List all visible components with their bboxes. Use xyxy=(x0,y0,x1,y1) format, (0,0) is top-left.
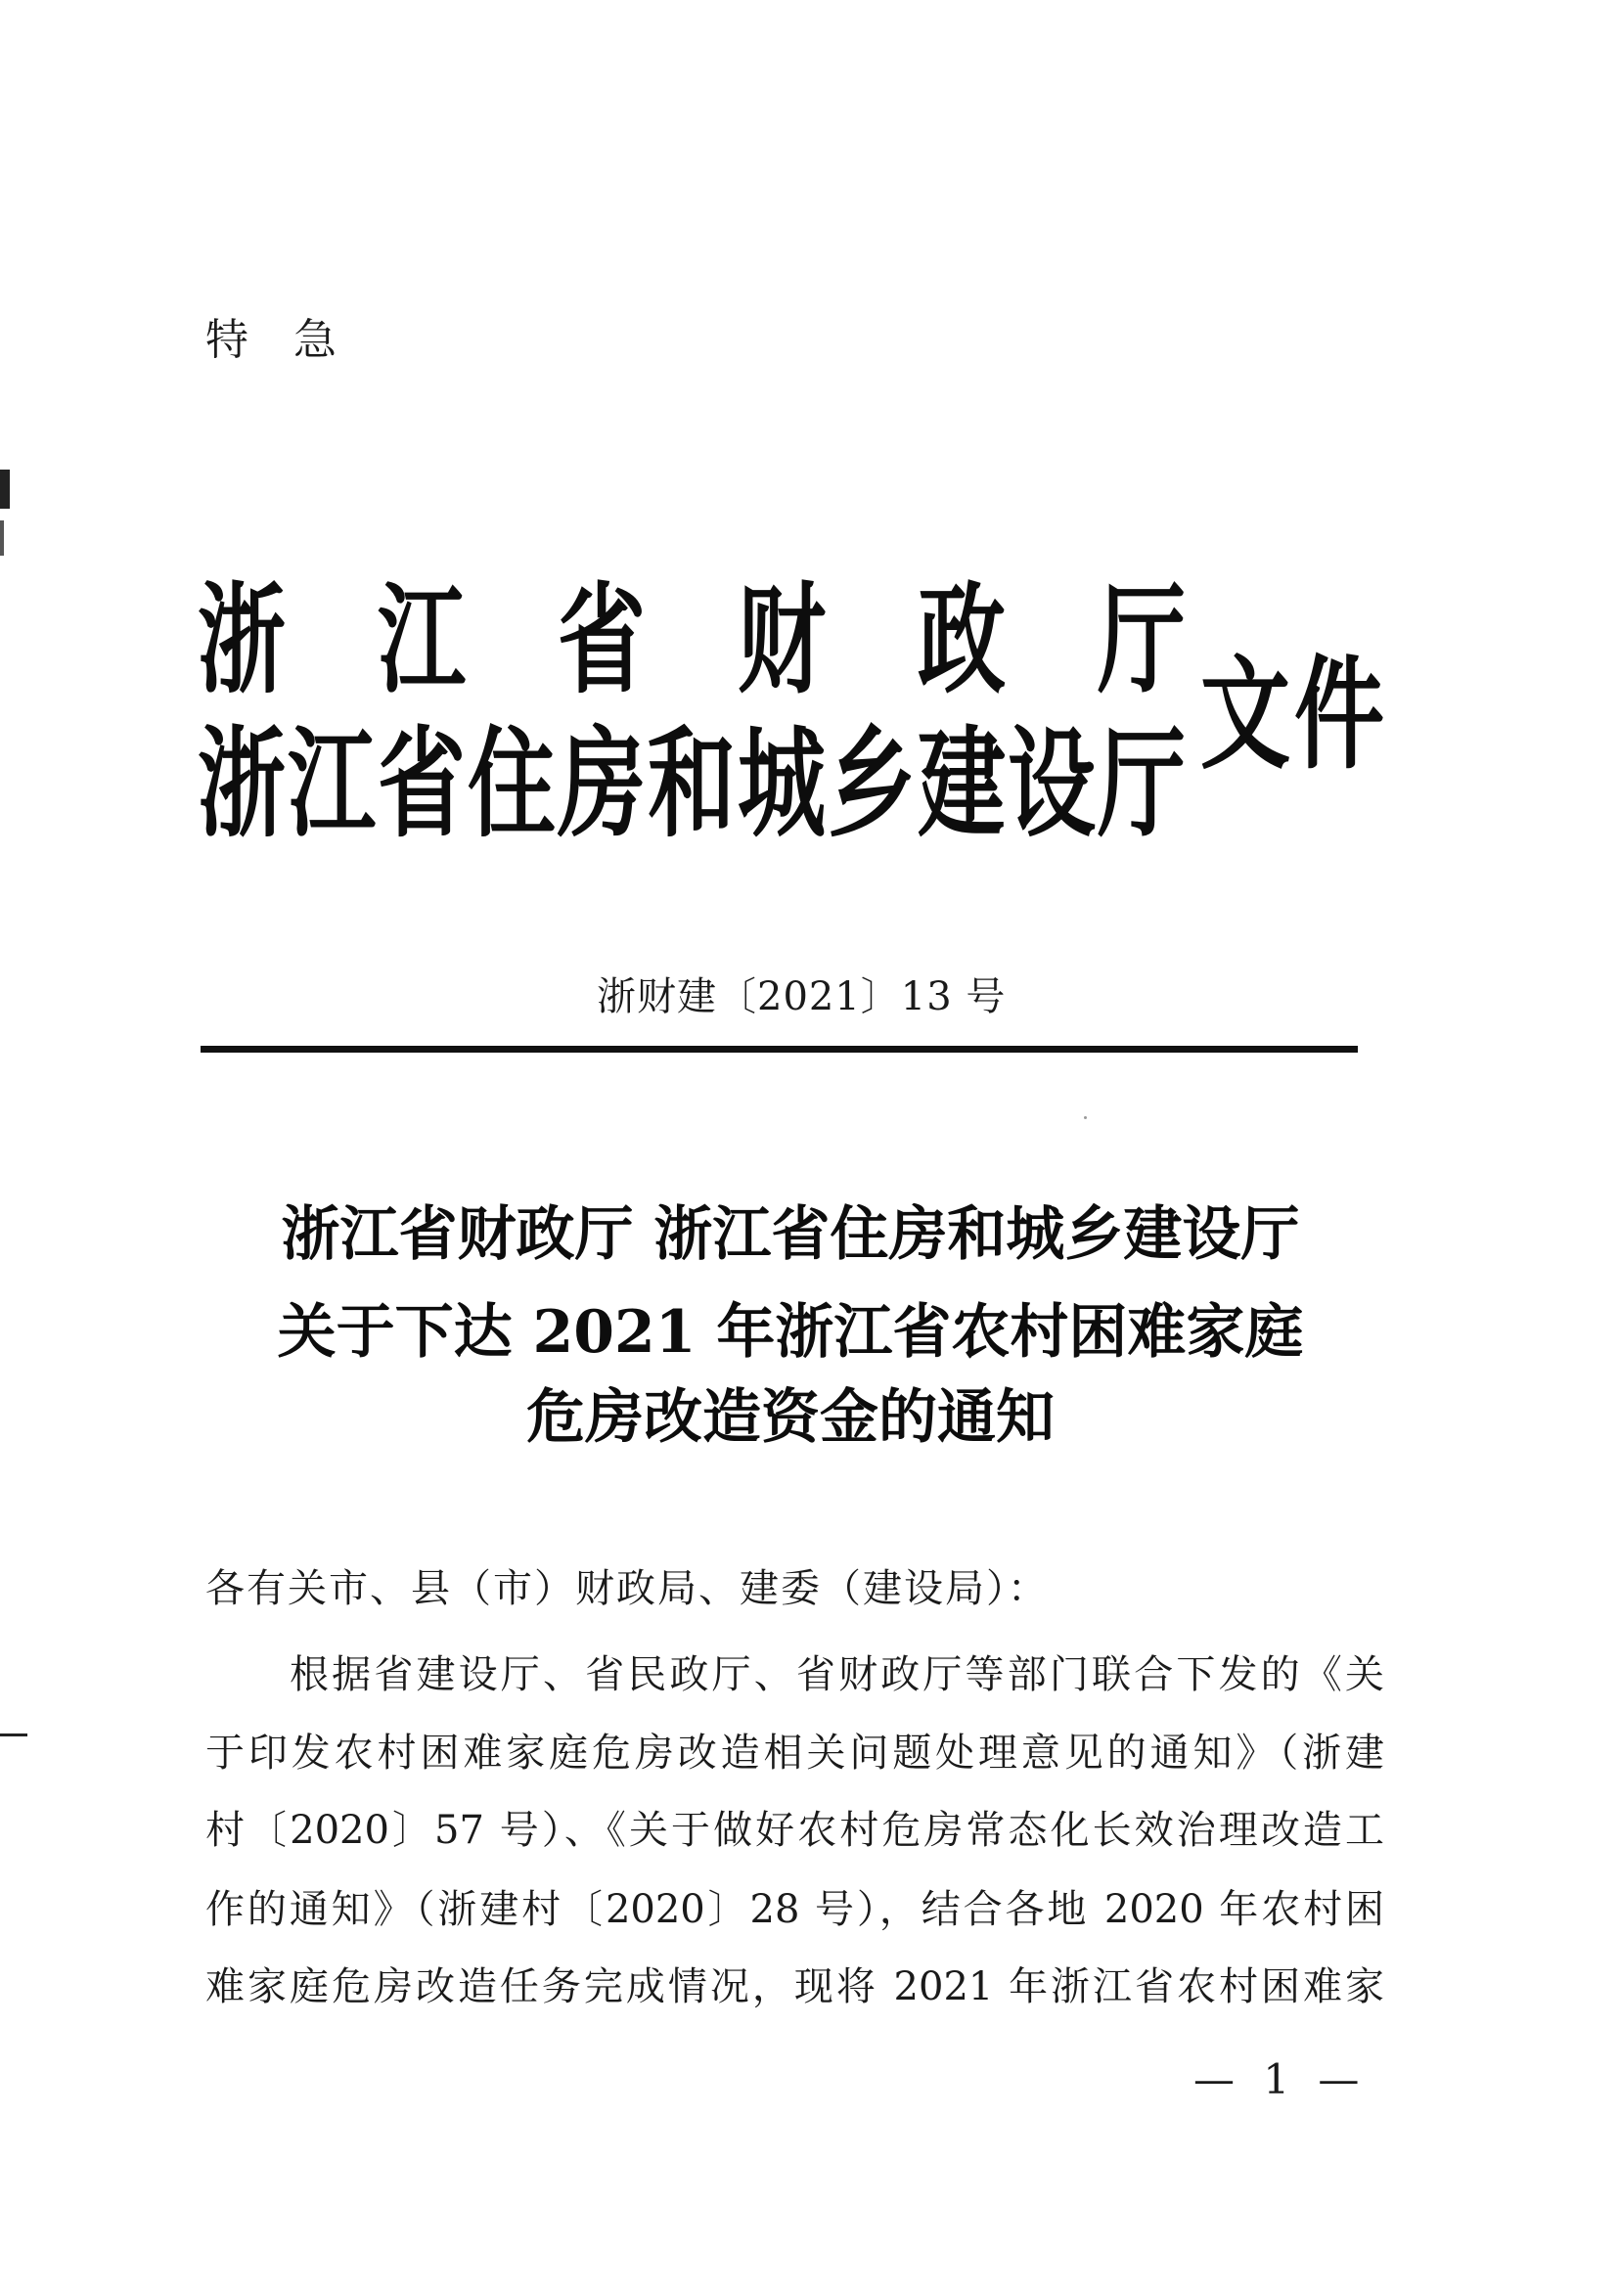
title-line: 关于下达 2021 年浙江省农村困难家庭 xyxy=(277,1298,1304,1367)
scan-artifact xyxy=(0,470,10,509)
page-number: — 1 — xyxy=(1193,2055,1368,2103)
urgency-label: 特急 xyxy=(205,315,382,365)
issuer-name-finance-dept: 浙江省财政厅 xyxy=(198,570,1278,711)
body-line: 村〔2020〕57 号）、《关于做好农村危房常态化长效治理改造工 xyxy=(205,1808,1384,1853)
body-line: 作的通知》（浙建村〔2020〕28 号），结合各地 2020 年农村困 xyxy=(205,1887,1384,1932)
scan-artifact xyxy=(1084,1116,1087,1119)
document-type-label: 文件 xyxy=(1200,643,1389,786)
document-number: 浙财建〔2021〕13 号 xyxy=(597,974,1007,1019)
body-line: 难家庭危房改造任务完成情况，现将 2021 年浙江省农村困难家 xyxy=(205,1964,1384,2009)
scan-artifact xyxy=(0,520,4,556)
body-line: 于印发农村困难家庭危房改造相关问题处理意见的通知》（浙建 xyxy=(205,1731,1384,1776)
title-line: 浙江省财政厅 浙江省住房和城乡建设厅 xyxy=(281,1200,1300,1269)
issuer-name-housing-dept: 浙江省住房和城乡建设厅 xyxy=(198,714,1188,855)
salutation: 各有关市、县（市）财政局、建委（建设局）： xyxy=(205,1566,1049,1611)
scan-artifact xyxy=(0,1733,27,1736)
title-line: 危房改造资金的通知 xyxy=(526,1383,1055,1452)
body-line: 根据省建设厅、省民政厅、省财政厅等部门联合下发的《关 xyxy=(290,1652,1384,1697)
header-rule xyxy=(201,1046,1358,1053)
